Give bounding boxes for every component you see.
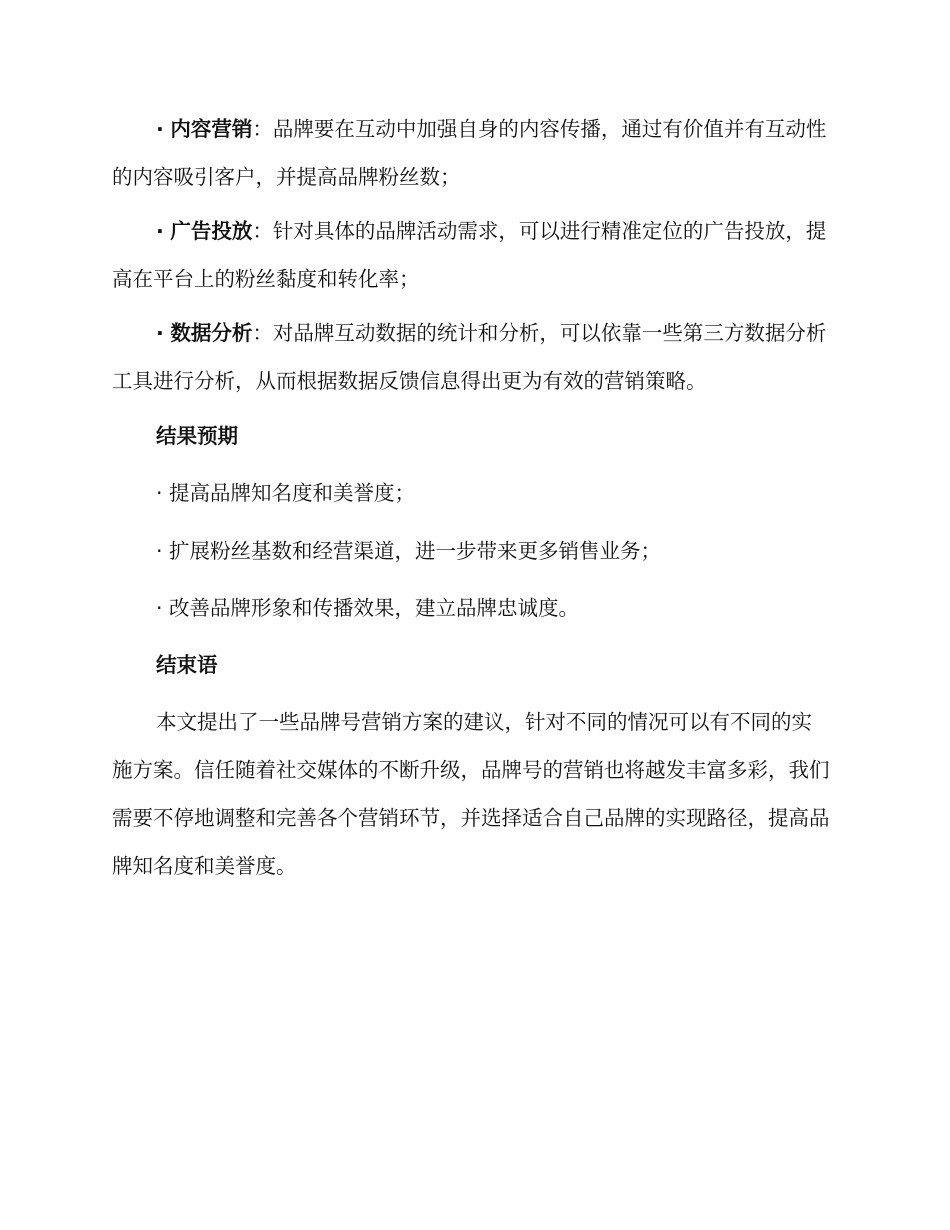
strategy-text: 针对具体的品牌活动需求，可以进行精准定位的广告投放，提高在平台上的粉丝黏度和转化率； — [112, 219, 827, 291]
strategy-term: 广告投放 — [170, 219, 253, 243]
results-heading: 结果预期 — [156, 424, 238, 448]
strategy-separator: ： — [252, 321, 273, 345]
strategy-bullet: · — [156, 321, 164, 345]
strategy-item-advertising — [112, 207, 830, 303]
strategy-item-content-marketing — [112, 105, 830, 201]
strategy-separator: ： — [252, 219, 273, 243]
conclusion-paragraph: 本文提出了一些品牌号营销方案的建议，针对不同的情况可以有不同的实施方案。信任随着社交媒体的不断升级，品牌号的营销也将越发丰富多彩，我们需要不停地调整和完善各个营销环节，并选择适合自己品牌的实现路径，提高品牌知名度和美誉度。 — [112, 710, 830, 878]
result-item: · 扩展粉丝基数和经营渠道，进一步带来更多销售业务； — [156, 539, 662, 563]
result-item: · 提高品牌知名度和美誉度； — [156, 481, 416, 505]
strategy-separator: ： — [252, 117, 273, 141]
result-item: · 改善品牌形象和传播效果，建立品牌忠诚度。 — [156, 596, 580, 620]
strategy-text: 对品牌互动数据的统计和分析，可以依靠一些第三方数据分析工具进行分析，从而根据数据反馈信息得出更为有效的营销策略。 — [112, 321, 827, 393]
strategy-term: 内容营销 — [170, 117, 253, 141]
strategy-item-data-analysis — [112, 309, 830, 405]
conclusion-heading: 结束语 — [156, 653, 218, 677]
strategy-bullet: · — [156, 219, 164, 243]
strategy-term: 数据分析 — [170, 321, 253, 345]
strategy-bullet: · — [156, 117, 164, 141]
strategy-text: 品牌要在互动中加强自身的内容传播，通过有价值并有互动性的内容吸引客户，并提高品牌粉丝数； — [112, 117, 827, 189]
